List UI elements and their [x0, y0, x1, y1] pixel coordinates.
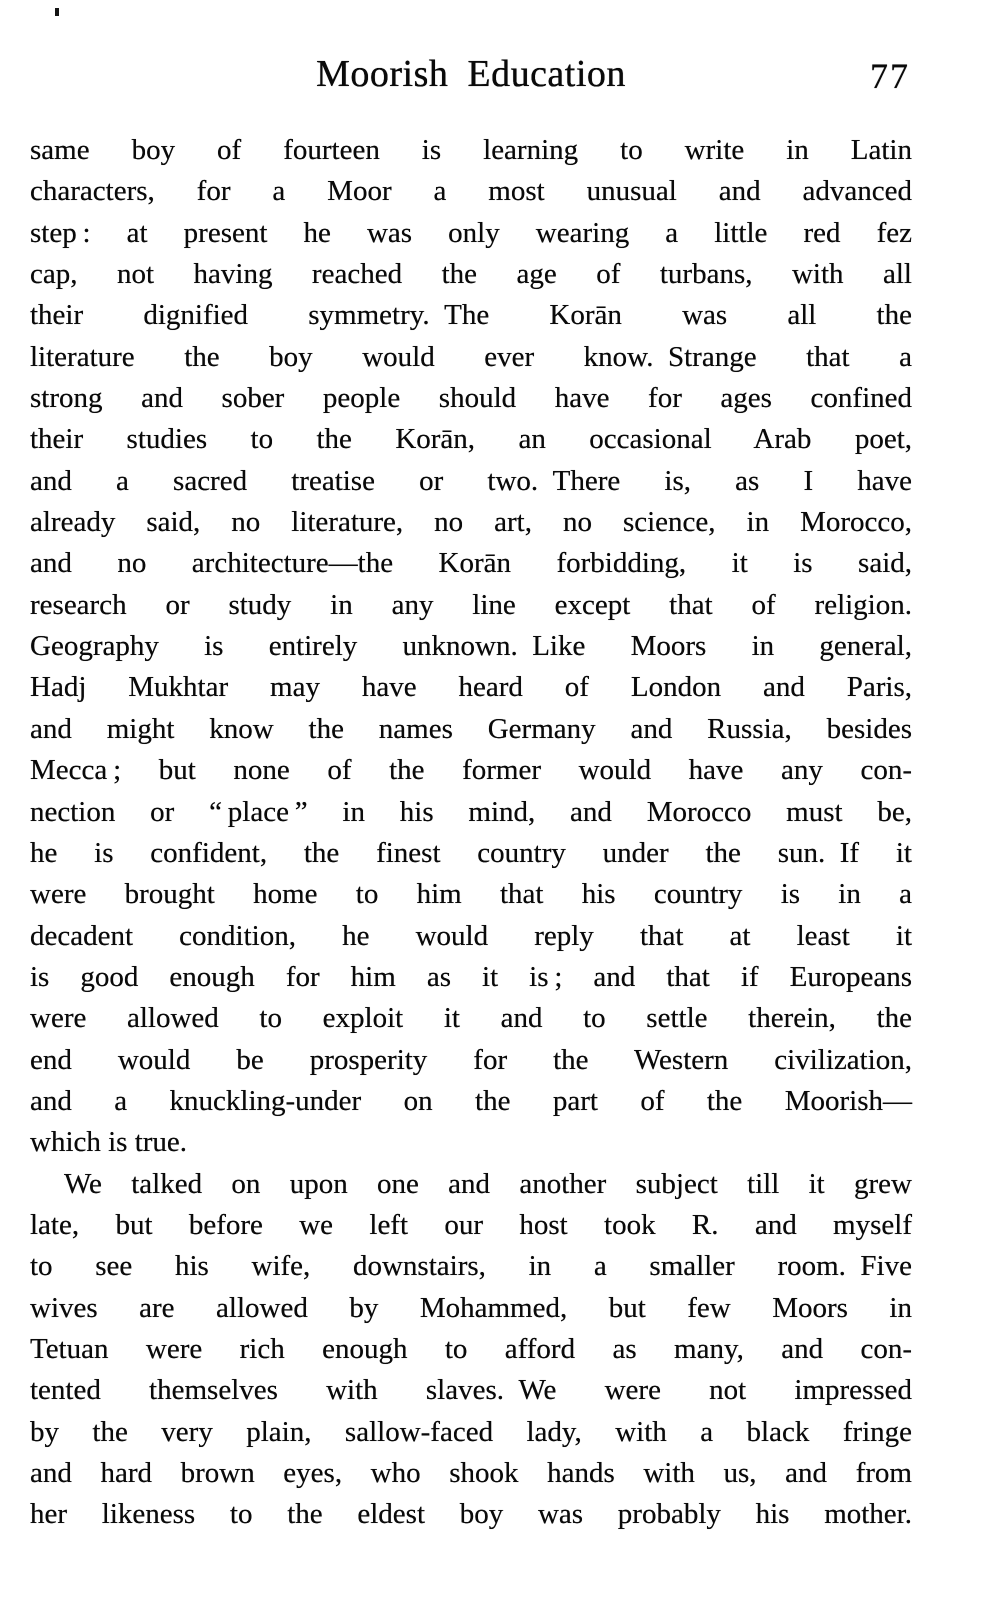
text-line: which is true.	[30, 1126, 188, 1159]
text-line: and hard brown eyes, who shook hands with us, and from	[30, 1457, 912, 1489]
text-line: to see his wife, downstairs, in a smaller room. Five	[30, 1250, 912, 1283]
text-line: decadent condition, he would reply that at least it	[30, 919, 912, 952]
text-line: literature the boy would ever know. Strange that a	[30, 340, 912, 373]
text-line: Mecca ; but none of the former would have any con-	[30, 754, 912, 787]
text-line: and a knuckling-under on the part of the Moorish—	[30, 1084, 912, 1117]
paragraph	[30, 130, 912, 1164]
text-line: is good enough for him as it is ; and that if Europeans	[30, 960, 912, 993]
text-line: same boy of fourteen is learning to write in Latin	[30, 134, 912, 166]
text-line: characters, for a Moor a most unusual and advanced	[30, 175, 912, 208]
page-title: Moorish Education	[316, 53, 626, 95]
text-line: already said, no literature, no art, no science, in Morocco,	[30, 506, 912, 539]
text-line: cap, not having reached the age of turbans, with all	[30, 258, 912, 291]
text-line: tented themselves with slaves. We were not impressed	[30, 1374, 912, 1407]
text-line: end would be prosperity for the Western civilization,	[30, 1043, 912, 1076]
text-line: wives are allowed by Mohammed, but few Moors in	[30, 1291, 912, 1324]
text-line: and no architecture—the Korān forbidding, it is said,	[30, 547, 912, 580]
text-line: were brought home to him that his country is in a	[30, 878, 912, 911]
text-line: their dignified symmetry. The Korān was all the	[30, 299, 912, 332]
text-line: We talked on upon one and another subject till it grew	[64, 1167, 912, 1200]
text-line: her likeness to the eldest boy was probably his mother.	[30, 1498, 912, 1531]
page-number: 77	[870, 56, 910, 96]
text-line: research or study in any line except that of religion.	[30, 588, 912, 621]
text-line: and might know the names Germany and Russia, besides	[30, 712, 912, 745]
text-line: he is confident, the finest country under the sun. If it	[30, 836, 912, 869]
paragraph	[30, 1164, 912, 1536]
text-line: by the very plain, sallow-faced lady, with a black fringe	[30, 1415, 912, 1448]
text-line: their studies to the Korān, an occasional Arab poet,	[30, 423, 912, 456]
text-line: Tetuan were rich enough to afford as many, and con-	[30, 1332, 912, 1365]
text-line: strong and sober people should have for ages confined	[30, 382, 912, 415]
text-line: Hadj Mukhtar may have heard of London and Paris,	[30, 671, 912, 704]
running-header	[30, 50, 912, 106]
text-line: nection or “ place ” in his mind, and Morocco must be,	[30, 795, 912, 828]
text-line: step : at present he was only wearing a little red fez	[30, 216, 912, 249]
text-line: and a sacred treatise or two. There is, as I have	[30, 464, 912, 497]
text-line: were allowed to exploit it and to settle therein, the	[30, 1002, 912, 1035]
text-line: late, but before we left our host took R. and myself	[30, 1208, 912, 1241]
page-body	[30, 130, 912, 1536]
scan-artifact-tick	[55, 8, 59, 16]
text-line: Geography is entirely unknown. Like Moors in general,	[30, 630, 912, 663]
